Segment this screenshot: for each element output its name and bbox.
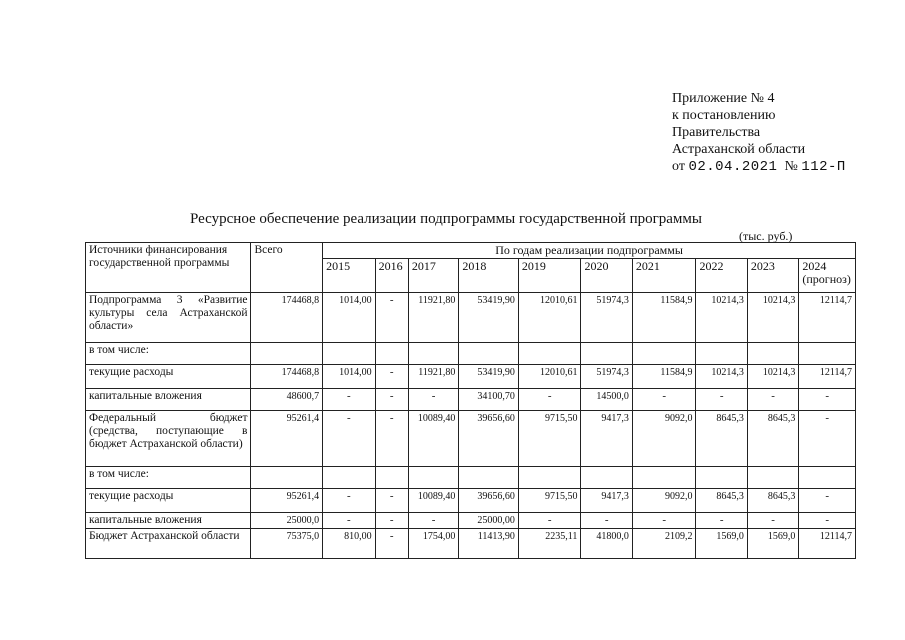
header-year: 2016 [375,259,408,293]
row-year-value: - [632,389,696,411]
row-year-value: 9092,0 [632,489,696,513]
header-year: 2018 [459,259,519,293]
row-year-value: 9417,3 [581,411,632,467]
row-total: 174468,8 [251,365,323,389]
row-year-value: 11584,9 [632,293,696,343]
row-year-value: 9715,50 [518,489,581,513]
row-year-value: - [323,389,375,411]
table-row [86,513,856,529]
row-year-value [799,343,856,365]
row-source-label: капитальные вложения [86,513,251,529]
row-year-value [518,343,581,365]
header-year: 2017 [408,259,458,293]
row-total: 174468,8 [251,293,323,343]
row-year-value [632,467,696,489]
row-year-value: 10214,3 [747,365,798,389]
row-total: 25000,0 [251,513,323,529]
row-year-value [632,343,696,365]
row-year-value: 34100,70 [459,389,519,411]
row-total [251,467,323,489]
row-year-value [375,467,408,489]
row-year-value: 8645,3 [747,489,798,513]
row-year-value: 10089,40 [408,411,458,467]
row-year-value: 1014,00 [323,365,375,389]
row-year-value: 1014,00 [323,293,375,343]
resource-table [85,242,856,559]
row-year-value: 12114,7 [799,365,856,389]
row-year-value: - [323,489,375,513]
row-year-value: 53419,90 [459,365,519,389]
row-year-value: 1569,0 [696,529,747,559]
header-year: 2019 [518,259,581,293]
header-source: Источники финансирования государственной программы [86,243,251,293]
row-year-value: 9092,0 [632,411,696,467]
row-year-value: - [323,411,375,467]
annex-date-prefix: от [672,159,685,174]
row-year-value: 11584,9 [632,365,696,389]
row-year-value: 11921,80 [408,365,458,389]
row-year-value: - [375,529,408,559]
row-year-value: - [375,365,408,389]
table-row [86,489,856,513]
row-source-label: текущие расходы [86,489,251,513]
row-year-value: 12010,61 [518,293,581,343]
row-year-value: 1569,0 [747,529,798,559]
row-total: 48600,7 [251,389,323,411]
row-year-value: - [375,513,408,529]
header-year: 2022 [696,259,747,293]
row-year-value: 1754,00 [408,529,458,559]
annex-line-2: к постановлению [672,108,776,123]
row-source-label: в том числе: [86,467,251,489]
row-year-value: 9715,50 [518,411,581,467]
row-year-value: 9417,3 [581,489,632,513]
row-year-value: - [747,389,798,411]
row-year-value: 810,00 [323,529,375,559]
row-year-value [323,467,375,489]
row-year-value: - [408,389,458,411]
row-year-value [581,343,632,365]
row-year-value [408,467,458,489]
row-year-value: 12114,7 [799,529,856,559]
table-row [86,365,856,389]
row-year-value: - [518,389,581,411]
row-year-value [408,343,458,365]
row-year-value: 10089,40 [408,489,458,513]
annex-line-1: Приложение № 4 [672,91,775,106]
row-year-value [459,467,519,489]
row-year-value [799,467,856,489]
row-year-value [747,467,798,489]
row-year-value [459,343,519,365]
row-source-label: капитальные вложения [86,389,251,411]
row-total: 75375,0 [251,529,323,559]
annex-date: 02.04.2021 [688,159,778,175]
row-year-value: - [747,513,798,529]
row-year-value: 12114,7 [799,293,856,343]
row-year-value: 8645,3 [747,411,798,467]
row-year-value: - [375,411,408,467]
annex-date-line [672,158,846,176]
row-year-value: - [408,513,458,529]
row-year-value: - [799,411,856,467]
table-row [86,343,856,365]
row-year-value: 41800,0 [581,529,632,559]
row-year-value [323,343,375,365]
row-source-label: Федеральный бюджет (средства, поступающие в бюджет Астраханской области) [86,411,251,467]
annex-number: 112-П [801,159,846,175]
row-year-value: - [696,389,747,411]
row-year-value: 39656,60 [459,411,519,467]
row-year-value: 11921,80 [408,293,458,343]
row-source-label: Подпрограмма 3 «Развитие культуры села Астраханской области» [86,293,251,343]
row-year-value [696,467,747,489]
annex-number-prefix: № [784,159,798,174]
row-year-value [518,467,581,489]
row-year-value: - [323,513,375,529]
row-year-value: - [632,513,696,529]
row-year-value [696,343,747,365]
row-year-value: - [375,489,408,513]
row-source-label: текущие расходы [86,365,251,389]
row-year-value [375,343,408,365]
header-year: 2023 [747,259,798,293]
row-year-value: 2235,11 [518,529,581,559]
row-year-value: 10214,3 [696,293,747,343]
row-year-value: - [375,293,408,343]
row-year-value: - [375,389,408,411]
row-year-value: - [696,513,747,529]
row-year-value: 12010,61 [518,365,581,389]
table-row [86,389,856,411]
row-year-value: 8645,3 [696,489,747,513]
table-row [86,411,856,467]
row-year-value: - [518,513,581,529]
row-year-value [747,343,798,365]
row-year-value: 10214,3 [696,365,747,389]
row-year-value: 51974,3 [581,365,632,389]
row-year-value: 25000,00 [459,513,519,529]
table-row [86,529,856,559]
row-year-value: 14500,0 [581,389,632,411]
header-year: 2020 [581,259,632,293]
table-row [86,467,856,489]
row-year-value: 11413,90 [459,529,519,559]
document-title: Ресурсное обеспечение реализации подпрограммы государственной программы [190,211,702,227]
table-body [86,243,856,559]
annex-block [672,90,846,176]
row-year-value: 39656,60 [459,489,519,513]
table-row [86,293,856,343]
row-total: 95261,4 [251,489,323,513]
unit-note: (тыс. руб.) [739,229,793,243]
annex-line-3: Правительства [672,125,761,140]
header-year: 2021 [632,259,696,293]
row-year-value: - [799,389,856,411]
header-year: 2015 [323,259,375,293]
row-year-value: - [799,513,856,529]
header-total: Всего [251,243,323,293]
header-years-group: По годам реализации подпрограммы [323,243,856,259]
row-total: 95261,4 [251,411,323,467]
row-year-value: 53419,90 [459,293,519,343]
row-source-label: в том числе: [86,343,251,365]
row-year-value [581,467,632,489]
row-year-value: - [799,489,856,513]
row-year-value: - [581,513,632,529]
row-year-value: 8645,3 [696,411,747,467]
row-year-value: 10214,3 [747,293,798,343]
header-year: 2024 (прогноз) [799,259,856,293]
row-year-value: 51974,3 [581,293,632,343]
row-source-label: Бюджет Астраханской области [86,529,251,559]
row-year-value: 2109,2 [632,529,696,559]
annex-line-4: Астраханской области [672,142,806,157]
row-total [251,343,323,365]
